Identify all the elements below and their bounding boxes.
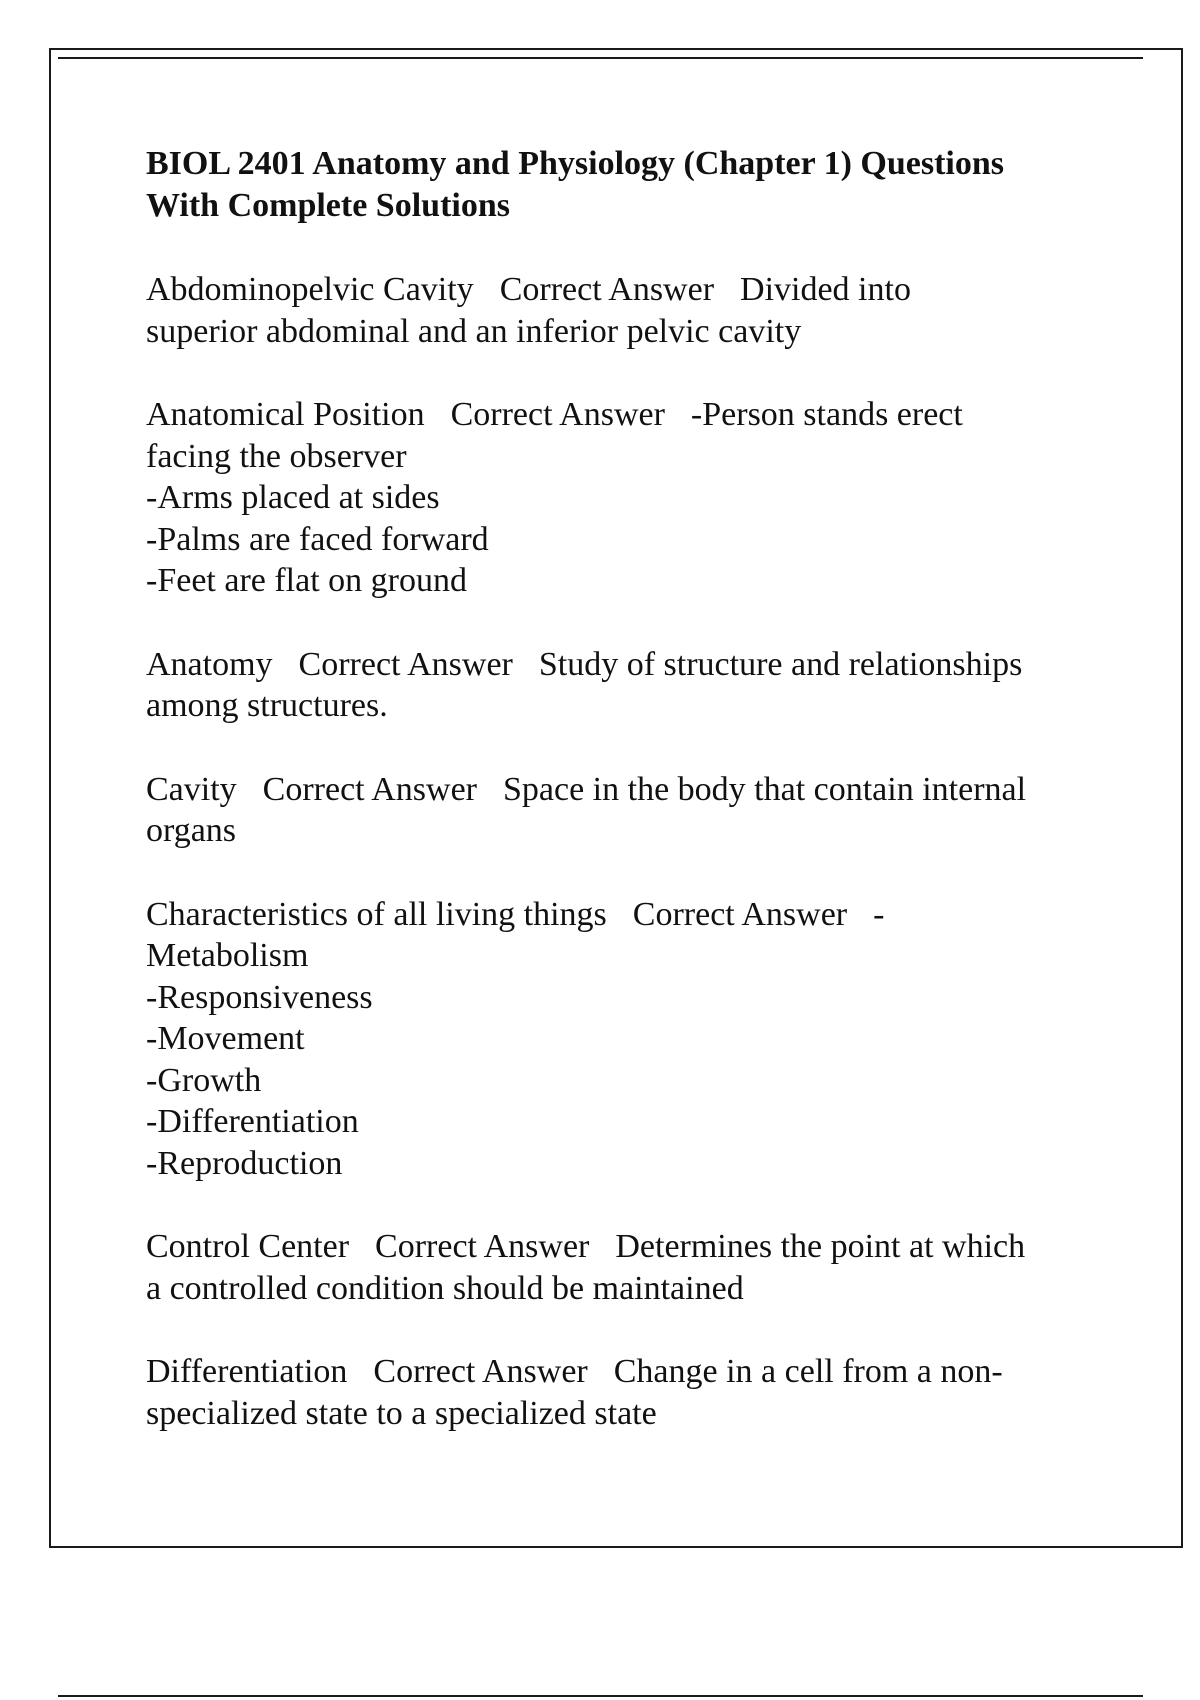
qa-answer-text: -Feet are flat on ground (146, 562, 467, 599)
qa-answer-line (146, 519, 1106, 561)
qa-term: Differentiation (146, 1353, 348, 1390)
qa-answer-line (146, 560, 1106, 602)
qa-answer-text: among structures. (146, 687, 388, 724)
title-line-1: BIOL 2401 Anatomy and Physiology (Chapter 1) Questions (146, 145, 1005, 182)
document-title (146, 143, 1106, 227)
correct-answer-label: Correct Answer (499, 271, 715, 308)
qa-answer-text: Determines the point at which (615, 1228, 1026, 1265)
qa-answer-line (146, 810, 1106, 852)
qa-answer-text: Metabolism (146, 937, 309, 974)
qa-answer-text: superior abdominal and an inferior pelvic cavity (146, 312, 802, 350)
qa-answer-line (146, 685, 1106, 727)
qa-first-line (146, 769, 1106, 811)
qa-answer-text: -Palms are faced forward (146, 520, 489, 558)
qa-answer-line (146, 311, 1106, 353)
qa-item (146, 644, 1106, 727)
qa-first-line (146, 1351, 1106, 1393)
qa-item (146, 269, 1106, 352)
qa-answer-text: -Differentiation (146, 1103, 359, 1140)
qa-answer-line (146, 477, 1106, 519)
qa-answer-text: -Reproduction (146, 1144, 343, 1182)
qa-answer-line (146, 436, 1106, 478)
correct-answer-label: Correct Answer (298, 645, 513, 683)
qa-answer-text: Study of structure and relationships (538, 645, 1023, 683)
qa-answer-line (146, 1018, 1106, 1060)
qa-answer-line (146, 935, 1106, 977)
qa-first-line (146, 269, 1106, 311)
bottom-rule (58, 1695, 1143, 1697)
qa-answer-text: specialized state to a specialized state (146, 1394, 657, 1432)
qa-answer-text: -Movement (146, 1020, 305, 1057)
qa-item (146, 394, 1106, 602)
qa-answer-text: -Arms placed at sides (146, 479, 440, 516)
qa-answer-text: organs (146, 812, 237, 849)
qa-answer-text: -Growth (146, 1061, 262, 1099)
qa-answer-line (146, 1101, 1106, 1143)
qa-answer-text: - (873, 895, 885, 933)
qa-term: Abdominopelvic Cavity (146, 271, 474, 308)
correct-answer-label: Correct Answer (373, 1353, 588, 1390)
qa-answer-line (146, 1143, 1106, 1185)
correct-answer-label: Correct Answer (375, 1228, 590, 1265)
qa-answer-text: -Person stands erect (690, 396, 963, 433)
qa-answer-text: facing the observer (146, 437, 407, 475)
title-line-2: With Complete Solutions (146, 187, 510, 224)
qa-first-line (146, 394, 1106, 436)
qa-item (146, 1351, 1106, 1434)
qa-answer-text: Change in a cell from a non- (613, 1353, 1003, 1390)
qa-term: Anatomy (146, 645, 273, 683)
qa-list (146, 269, 1106, 1434)
qa-answer-line (146, 1268, 1106, 1310)
qa-term: Control Center (146, 1228, 350, 1265)
qa-item (146, 769, 1106, 852)
qa-term: Cavity (146, 770, 237, 808)
qa-answer-line (146, 1393, 1106, 1435)
qa-term: Anatomical Position (146, 396, 425, 433)
correct-answer-label: Correct Answer (450, 396, 665, 433)
qa-item (146, 894, 1106, 1185)
qa-answer-line (146, 977, 1106, 1019)
correct-answer-label: Correct Answer (262, 770, 477, 808)
qa-first-line (146, 1226, 1106, 1268)
qa-item (146, 1226, 1106, 1309)
document-content (146, 143, 1106, 1476)
qa-answer-text: Divided into (740, 271, 911, 308)
qa-first-line (146, 894, 1106, 936)
qa-answer-text: -Responsiveness (146, 978, 373, 1016)
qa-term: Characteristics of all living things (146, 895, 607, 933)
qa-first-line (146, 644, 1106, 686)
qa-answer-line (146, 1060, 1106, 1102)
qa-answer-text: a controlled condition should be maintained (146, 1269, 744, 1307)
qa-answer-text: Space in the body that contain internal (503, 770, 1027, 808)
correct-answer-label: Correct Answer (632, 895, 848, 933)
